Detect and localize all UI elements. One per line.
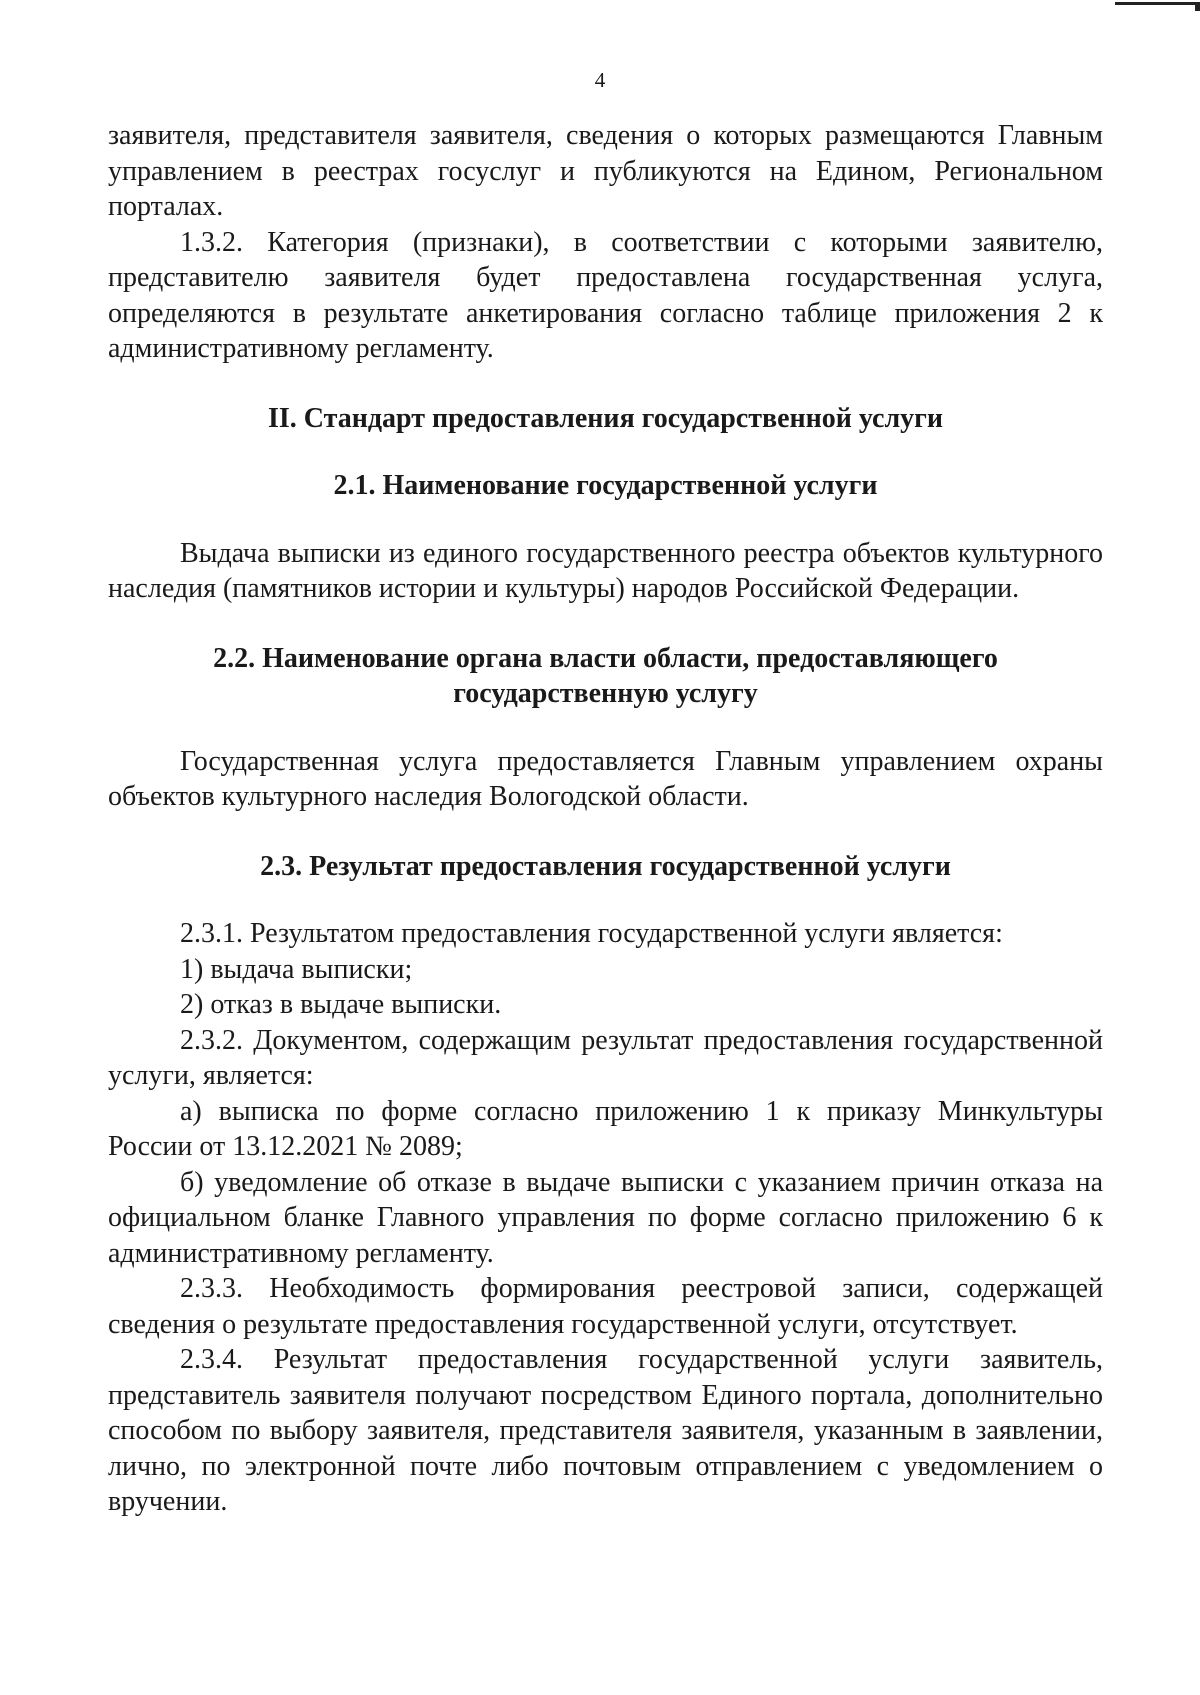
scan-edge-mark xyxy=(1115,2,1200,11)
list-item-a: а) выписка по форме согласно приложению 1 к приказу Минкультуры России от 13.12.2021 № 2089; xyxy=(108,1095,1103,1162)
paragraph-continuation: заявителя, представителя заявителя, сведения о которых размещаются Главным управлением в реестрах госуслуг и публикуются на Едином, Региональном порталах. xyxy=(108,120,1103,222)
page-number: 4 xyxy=(594,68,606,92)
paragraph-2-3-1: 2.3.1. Результатом предоставления государственной услуги является: xyxy=(180,918,1003,949)
paragraph-2-1: Выдача выписки из единого государственного реестра объектов культурного наследия (памятников истории и культуры) народов Российской Федерации. xyxy=(108,537,1103,604)
paragraph-2-3-3: 2.3.3. Необходимость формирования реестровой записи, содержащей сведения о результате предоставления государственной услуги, отсутствует. xyxy=(108,1273,1103,1340)
paragraph-2-2: Государственная услуга предоставляется Главным управлением охраны объектов культурного наследия Вологодской области. xyxy=(108,745,1103,812)
heading-2-2-line1: 2.2. Наименование органа власти области, предоставляющего xyxy=(213,642,998,674)
document-body xyxy=(108,118,1103,1520)
section-title: II. Стандарт предоставления государственной услуги xyxy=(267,402,944,434)
paragraph-1-3-2: 1.3.2. Категория (признаки), в соответствии с которыми заявителю, представителю заявителя будет предоставлена государственная услуга, определяются в результате анкетирования согласно таблице приложения 2 к административному регламенту. xyxy=(108,226,1103,364)
list-item-1: 1) выдача выписки; xyxy=(180,953,413,985)
paragraph-2-3-2: 2.3.2. Документом, содержащим результат предоставления государственной услуги, является: xyxy=(108,1024,1103,1091)
list-item-2: 2) отказ в выдаче выписки. xyxy=(180,989,502,1020)
heading-2-2-line2: государственную услугу xyxy=(453,678,758,709)
paragraph-2-3-4: 2.3.4. Результат предоставления государственной услуги заявитель, представитель заявителя получают посредством Единого портала, дополнительно способом по выбору заявителя, представителя заявителя, указанным в заявлении, лично, по электронной почте либо почтовым отправлением с уведомлением о вручении. xyxy=(108,1344,1103,1517)
list-item-b: б) уведомление об отказе в выдаче выписки с указанием причин отказа на официальном бланке Главного управления по форме согласно приложению 6 к административному регламенту. xyxy=(108,1166,1103,1269)
heading-2-1: 2.1. Наименование государственной услуги xyxy=(333,470,878,501)
heading-2-3: 2.3. Результат предоставления государственной услуги xyxy=(260,850,951,882)
